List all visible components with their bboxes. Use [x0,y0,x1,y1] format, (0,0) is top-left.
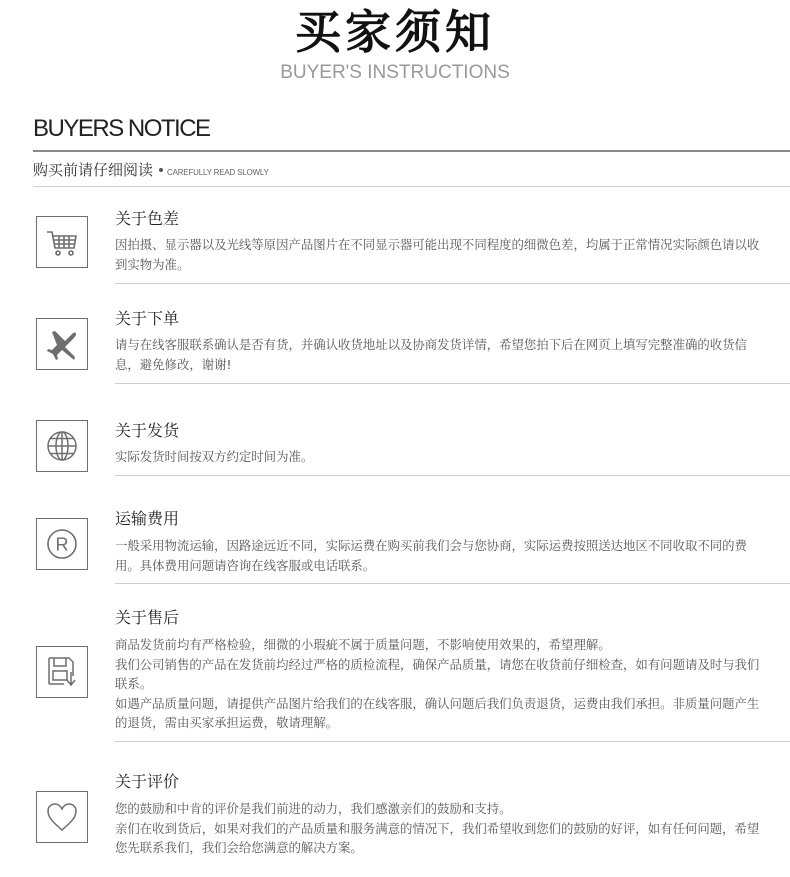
shopping-cart-icon [36,216,88,268]
section-paragraph: 如遇产品质量问题，请提供产品图片给我们的在线客服，确认问题后我们负责退货，运费由我们承担。非质量问题产生的退货，需由买家承担运费，敬请理解。 [115,695,760,730]
read-carefully-en: CAREFULLY READ SLOWLY [167,168,269,177]
section-paragraph: 亲们在收到货后，如果对我们的产品质量和服务满意的情况下，我们希望收到您们的鼓励的好评，如有任何问题，希望您先联系我们，我们会给您满意的解决方案。 [115,820,760,855]
section-title: 运输费用 [115,509,180,528]
notice-divider [33,150,790,152]
section-paragraph: 请与在线客服联系确认是否有货，并确认收货地址以及协商发货详情，希望您拍下后在网页上填写完整准确的收货信息，避免修改，谢谢! [115,337,747,372]
save-download-icon [36,646,88,698]
sub-divider [33,186,790,187]
read-carefully-cn: 购买前请仔细阅读 [33,161,154,179]
section-divider [115,475,790,476]
bullet-dot [159,168,163,172]
section-body [115,635,765,733]
section-divider [115,583,790,584]
section-paragraph: 实际发货时间按双方约定时间为准。 [115,449,314,464]
section-title: 关于评价 [115,772,180,791]
section-divider [115,283,790,284]
airplane-icon [36,318,88,370]
section-body [115,335,765,374]
section-paragraph: 一般采用物流运输，因路途远近不同，实际运费在购买前我们会与您协商，实际运费按照送达地区不同收取不同的费用。具体费用问题请咨询在线客服或电话联系。 [115,538,747,573]
section-body [115,799,765,858]
section-paragraph: 商品发货前均有严格检验，细微的小瑕疵不属于质量问题，不影响使用效果的，希望理解。 [115,637,611,652]
notice-heading: BUYERS NOTICE [33,115,210,142]
page-title: 买家须知 [295,5,495,59]
page-subtitle: BUYER'S INSTRUCTIONS [280,62,510,83]
registered-icon [36,518,88,570]
section-paragraph: 您的鼓励和中肯的评价是我们前进的动力，我们感激亲们的鼓励和支持。 [115,801,512,816]
section-title: 关于色差 [115,209,180,228]
section-body [115,447,765,467]
section-divider [115,741,790,742]
registered-icon-glyph: R [55,534,69,555]
read-carefully-line [33,160,269,183]
section-divider [115,383,790,384]
section-title: 关于售后 [115,608,180,627]
heart-icon [36,791,88,843]
section-body [115,536,765,575]
section-paragraph: 我们公司销售的产品在发货前均经过严格的质检流程，确保产品质量，请您在收货前仔细检查，如有问题请及时与我们联系。 [115,656,760,691]
section-title: 关于发货 [115,421,180,440]
section-title: 关于下单 [115,309,180,328]
globe-icon [36,420,88,472]
section-paragraph: 因拍摄、显示器以及光线等原因产品图片在不同显示器可能出现不同程度的细微色差，均属于正常情况实际颜色请以收到实物为准。 [115,237,760,272]
section-body [115,235,765,274]
